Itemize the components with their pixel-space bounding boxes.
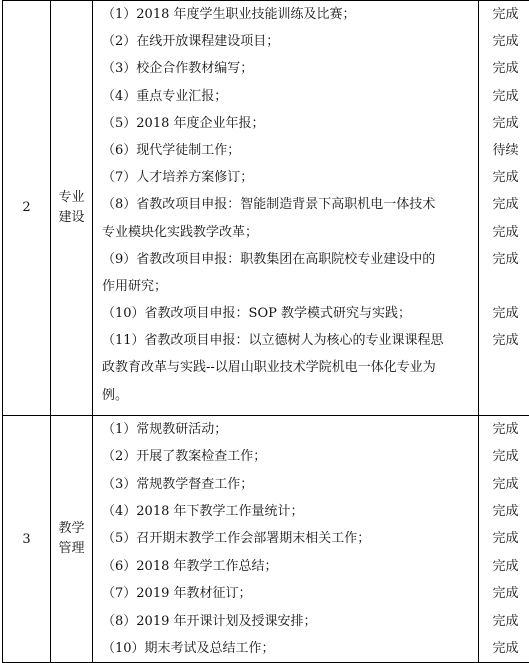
item-line: （4）2018 年下教学工作量统计； [102,498,474,525]
item-line: （1）2018 年度学生职业技能训练及比赛； [102,1,474,28]
status-text: 完成 [479,55,529,82]
item-line: （7）人才培养方案修订； [102,164,474,191]
status-text: 完成 [479,164,529,191]
item-line: （3）校企合作教材编写； [102,55,474,82]
item-line: （5）2018 年度企业年报； [102,110,474,137]
category-cell [51,415,93,663]
status-text: 完成 [479,553,529,580]
status-text: 完成 [479,1,529,28]
status-text: 完成 [479,110,529,137]
status-text: 完成 [479,608,529,635]
item-line: （8）省教改项目申报：智能制造背景下高职机电一体技术 [102,191,474,218]
item-line: （10）省教改项目申报：SOP 教学模式研究与实践； [102,300,474,327]
item-line: （10）期末考试及总结工作； [102,635,474,662]
item-line: （7）2019 年教材征订； [102,580,474,607]
item-line: （9）省教改项目申报：职教集团在高职院校专业建设中的 [102,246,474,273]
item-line: （11）省教改项目申报：以立德树人为核心的专业课课程思 [102,327,474,354]
status-text: 完成 [479,246,529,273]
item-line: 专业模块化实践教学改革； [102,219,474,246]
status-text: 完成 [479,327,529,354]
status-text: 完成 [479,416,529,443]
status-text: 完成 [479,300,529,327]
row-number: 2 [3,1,51,416]
status-text: 完成 [479,580,529,607]
status-text [479,382,529,409]
item-line: （2）开展了教案检查工作； [102,443,474,470]
items-cell [93,1,479,416]
item-line: 作用研究； [102,273,474,300]
status-text: 完成 [479,498,529,525]
category-label: 专业 [51,188,92,208]
status-cell [479,1,529,416]
table-row [3,1,529,416]
status-text: 完成 [479,83,529,110]
status-cell [479,415,529,663]
status-text: 完成 [479,28,529,55]
item-line: （5）召开期末教学工作会部署期末相关工作； [102,525,474,552]
item-line: （6）2018 年教学工作总结； [102,553,474,580]
item-line: （1）常规教研活动； [102,416,474,443]
row-number: 3 [3,415,51,663]
status-text: 完成 [479,635,529,662]
item-line: （4）重点专业汇报； [102,83,474,110]
item-line: （6）现代学徒制工作； [102,137,474,164]
status-text: 完成 [479,219,529,246]
status-text: 完成 [479,525,529,552]
item-line: 例。 [102,382,474,409]
category-label: 管理 [51,539,92,559]
status-text: 完成 [479,471,529,498]
work-summary-table [2,0,529,663]
status-text [479,354,529,381]
table-row [3,415,529,663]
item-line: 政教育改革与实践--以眉山职业技术学院机电一体化专业为 [102,354,474,381]
item-line: （2）在线开放课程建设项目； [102,28,474,55]
status-text [479,273,529,300]
category-label: 教学 [51,519,92,539]
item-line: （8）2019 年开课计划及授课安排； [102,608,474,635]
category-cell [51,1,93,416]
items-cell [93,415,479,663]
status-text: 完成 [479,443,529,470]
category-label: 建设 [51,208,92,228]
status-text: 完成 [479,191,529,218]
item-line: （3）常规教学督查工作； [102,471,474,498]
status-text: 待续 [479,137,529,164]
